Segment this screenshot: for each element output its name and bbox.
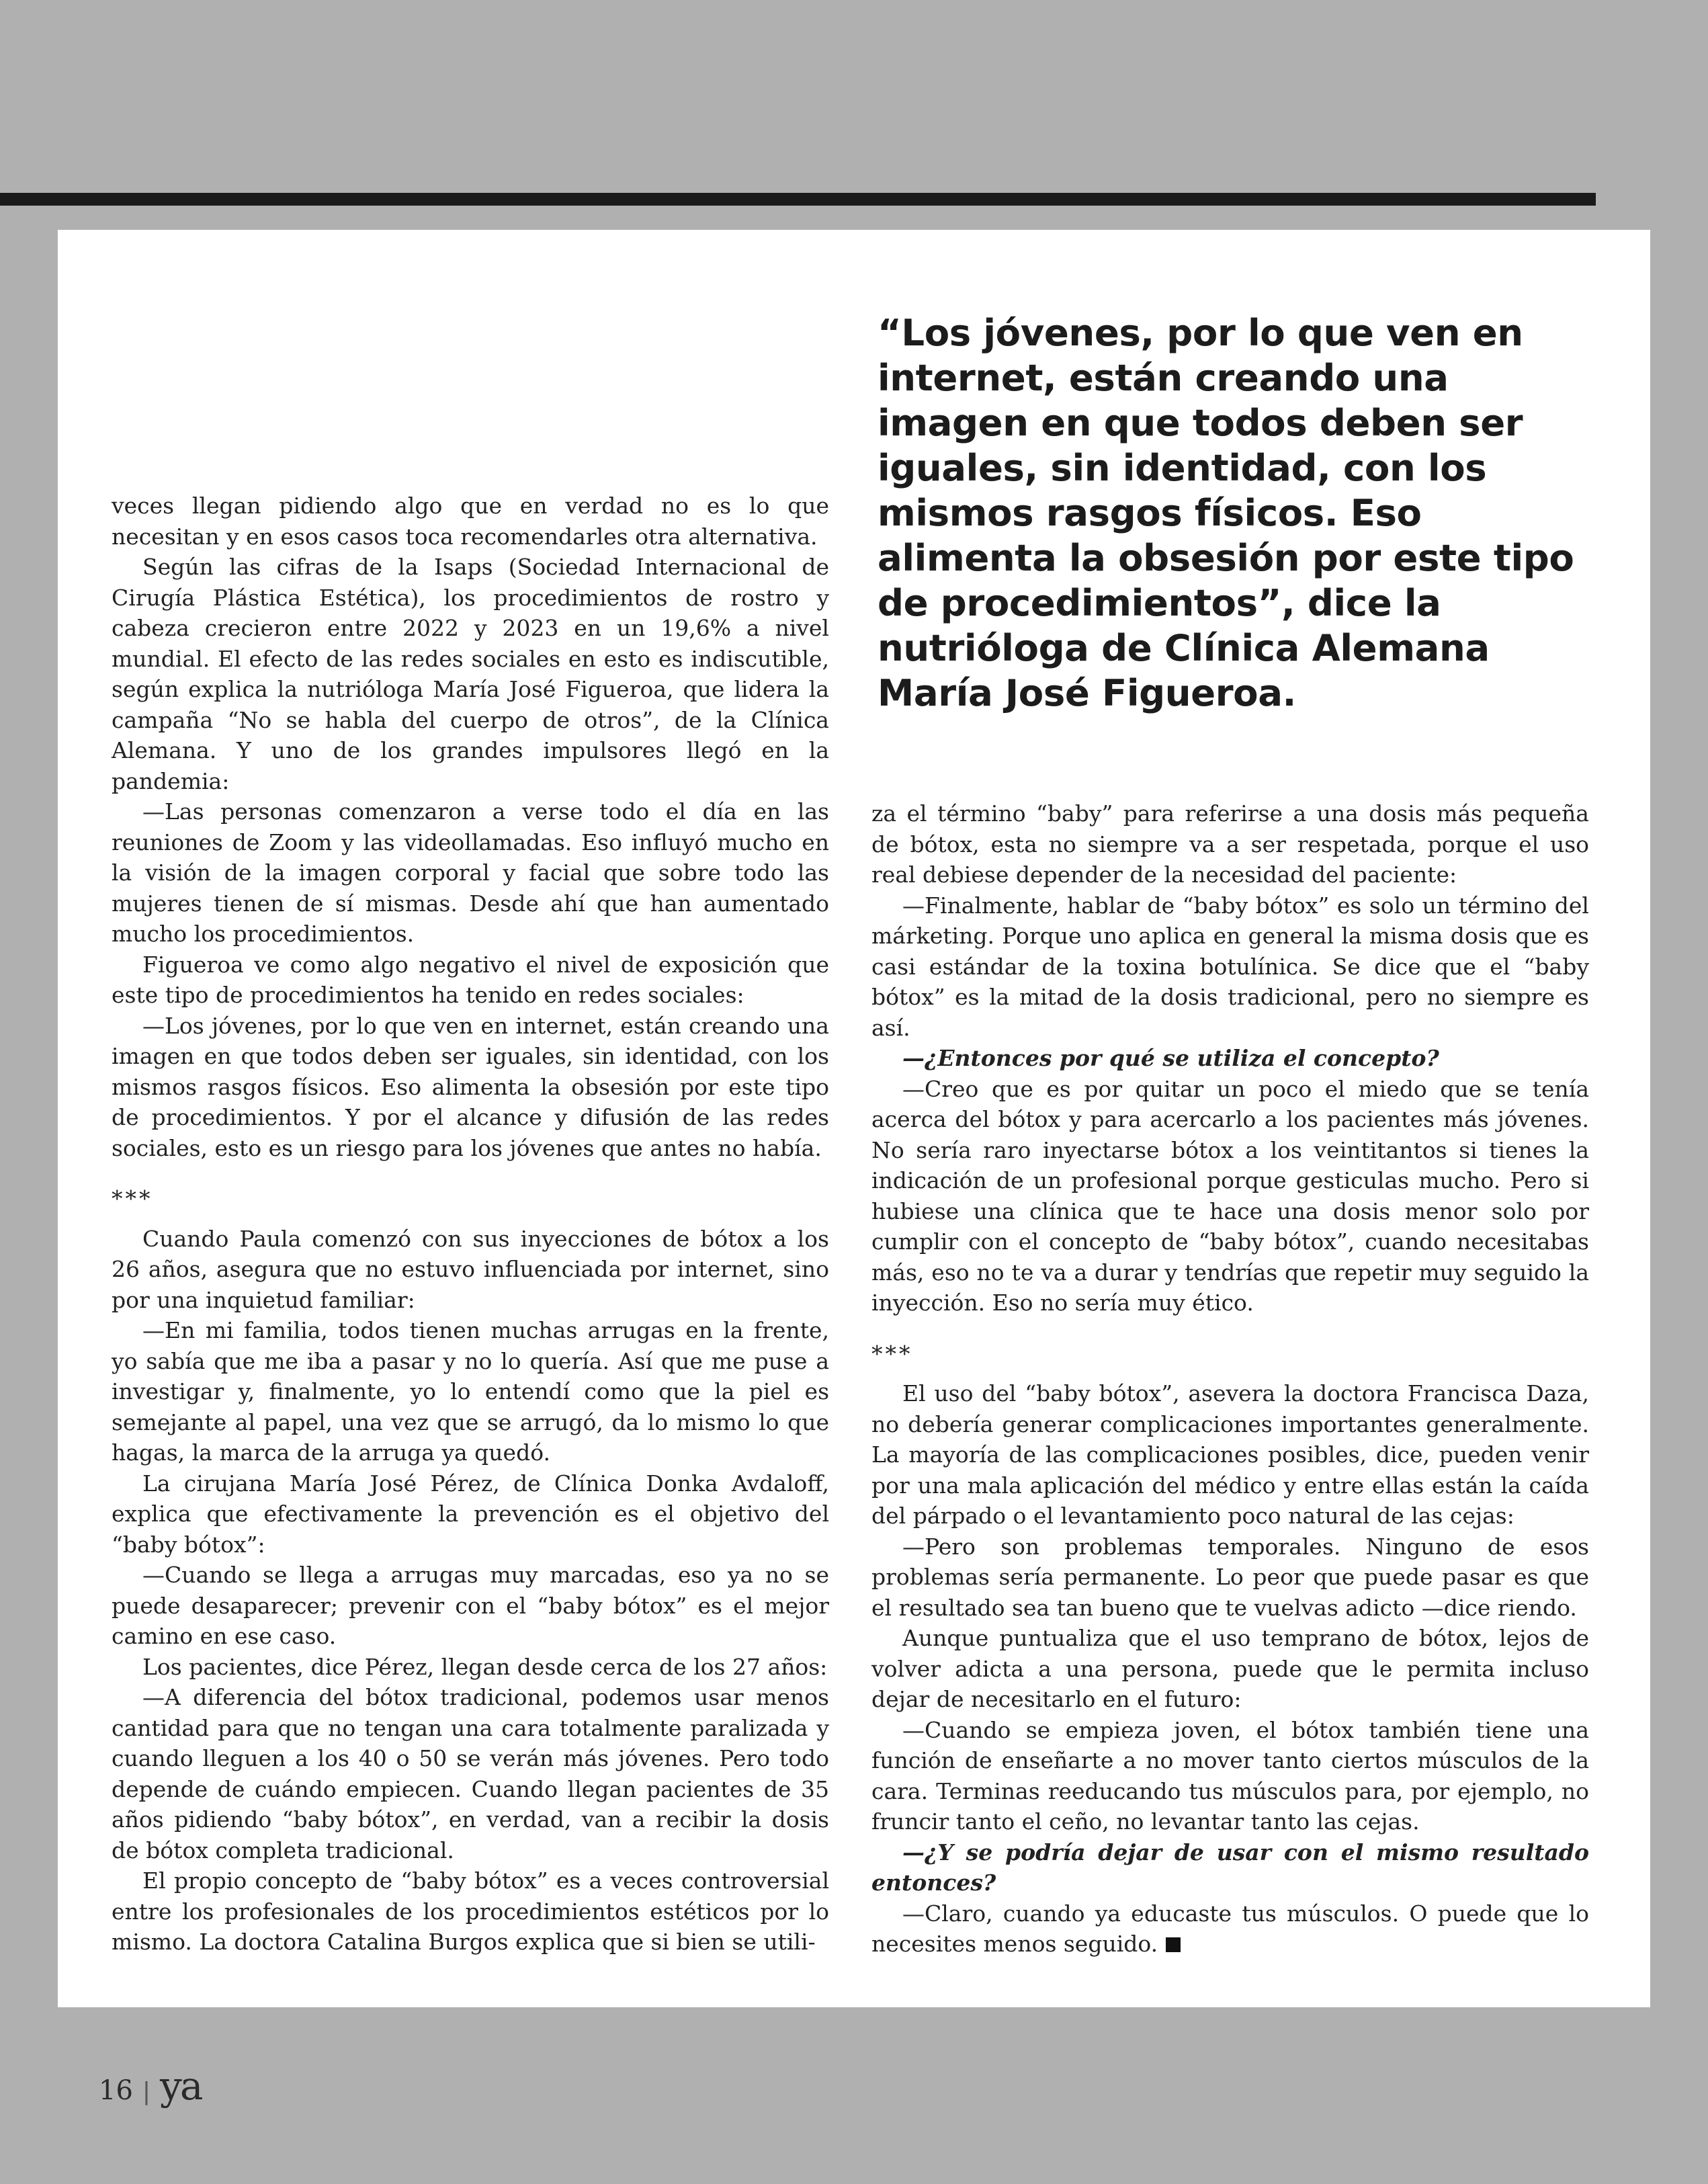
paragraph: El propio concepto de “baby bótox” es a veces controversial entre los profesionales de los procedimientos estéticos por lo mismo. La doctora Catalina Burgos explica que si bien se utili- bbox=[112, 1867, 829, 1955]
paragraph: —Pero son problemas temporales. Ninguno de esos problemas sería permanente. Lo peor que puede pasar es que el resultado sea tan bueno que te vuelvas adicto —dice riendo. bbox=[871, 1533, 1589, 1621]
paragraph: —Creo que es por quitar un poco el miedo que se tenía acerca del bótox y para acercarlo a los pacientes más jóvenes. No sería raro inyectarse bótox a los veintitantos si tienes la indicación de un profesional porque gesticulas mucho. Pero si hubiese una clínica que te hace una dosis menor solo por cumplir con el concepto de “baby bótox”, cuando necesitabas más, eso no te va a durar y tendrías que repetir muy seguido la inyección. Eso no sería muy ético. bbox=[871, 1075, 1589, 1316]
end-of-article-icon bbox=[1166, 1937, 1181, 1952]
paragraph: Los pacientes, dice Pérez, llegan desde cerca de los 27 años: bbox=[142, 1653, 828, 1680]
footer-separator: | bbox=[142, 2078, 151, 2105]
pull-quote: “Los jóvenes, por lo que ven en internet, están creando una imagen en que todos deben ser iguales, sin identidad, con los mismos rasgos físicos. Eso alimenta la obsesión por este tipo de procedimientos”, dice la nutrióloga de Clínica Alemana María José Figueroa. bbox=[878, 311, 1574, 714]
right-column bbox=[871, 798, 1589, 1960]
paragraph: —A diferencia del bótox tradicional, podemos usar menos cantidad para que no tengan una cara totalmente paralizada y cuando lleguen a los 40 o 50 se verán más jóvenes. Pero todo depende de cuándo empiecen. Cuando llegan pacientes de 35 años pidiendo “baby bótox”, en verdad, van a recibir la dosis de bótox completa tradicional. bbox=[112, 1684, 829, 1863]
interview-question: —¿Y se podría dejar de usar con el mismo resultado entonces? bbox=[871, 1839, 1589, 1896]
page-number: 16 bbox=[99, 2075, 133, 2106]
paragraph: Figueroa ve como algo negativo el nivel de exposición que este tipo de procedimientos ha tenido en redes sociales: bbox=[112, 951, 829, 1008]
paragraph: Aunque puntualiza que el uso temprano de bótox, lejos de volver adicta a una persona, puede que le permita incluso dejar de necesitarlo en el futuro: bbox=[871, 1625, 1589, 1712]
paragraph: —En mi familia, todos tienen muchas arrugas en la frente, yo sabía que me iba a pasar y no lo quería. Así que me puse a investigar y, finalmente, yo lo entendí como que la piel es semejante al papel, una vez que se arrugó, da lo mismo lo que hagas, la marca de la arruga ya quedó. bbox=[112, 1317, 829, 1466]
paragraph: El uso del “baby bótox”, asevera la doctora Francisca Daza, no debería generar complicaciones importantes generalmente. La mayoría de las complicaciones posibles, dice, pueden venir por una mala aplicación del médico y entre ellas están la caída del párpado o el levantamiento poco natural de las cejas: bbox=[871, 1380, 1589, 1529]
paragraph: Cuando Paula comenzó con sus inyecciones de bótox a los 26 años, asegura que no estuvo influenciada por internet, sino por una inquietud familiar: bbox=[112, 1225, 829, 1313]
paragraph-text: —Claro, cuando ya educaste tus músculos. O puede que lo necesites menos seguido. bbox=[871, 1900, 1589, 1957]
top-rule bbox=[0, 193, 1596, 206]
paragraph: Según las cifras de la Isaps (Sociedad Internacional de Cirugía Plástica Estética), los procedimientos de rostro y cabeza crecieron entre 2022 y 2023 en un 19,6% a nivel mundial. El efecto de las redes sociales en esto es indiscutible, según explica la nutrióloga María José Figueroa, que lidera la campaña “No se habla del cuerpo de otros”, de la Clínica Alemana. Y uno de los grandes impulsores llegó en la pandemia: bbox=[112, 554, 829, 794]
paragraph: —Las personas comenzaron a verse todo el día en las reuniones de Zoom y las videollamadas. Eso influyó mucho en la visión de la imagen corporal y facial que sobre todo las mujeres tienen de sí mismas. Desde ahí que han aumentado mucho los procedimientos. bbox=[112, 798, 829, 947]
magazine-logo: ya bbox=[160, 2063, 202, 2109]
paragraph: za el término “baby” para referirse a una dosis más pequeña de bótox, esta no siempre va a ser respetada, porque el uso real debiese depender de la necesidad del paciente: bbox=[871, 800, 1589, 888]
last-paragraph bbox=[871, 1898, 1589, 1960]
page-footer bbox=[99, 2063, 201, 2109]
paragraph: veces llegan pidiendo algo que en verdad no es lo que necesitan y en esos casos toca recomendarles otra alternativa. bbox=[112, 493, 829, 550]
paragraph: —Cuando se empieza joven, el bótox también tiene una función de enseñarte a no mover tanto ciertos músculos de la cara. Terminas reeducando tus músculos para, por ejemplo, no fruncir tanto el ceño, no levantar tanto las cejas. bbox=[871, 1716, 1589, 1835]
paragraph: La cirujana María José Pérez, de Clínica Donka Avdaloff, explica que efectivamente la prevención es el objetivo del “baby bótox”: bbox=[112, 1470, 829, 1558]
section-separator: *** bbox=[871, 1340, 913, 1367]
left-column bbox=[112, 491, 829, 1958]
paragraph: —Finalmente, hablar de “baby bótox” es solo un término del márketing. Porque uno aplica en general la misma dosis que es casi estándar de la toxina botulínica. Se dice que el “baby bótox” es la mitad de la dosis tradicional, pero no siempre es así. bbox=[871, 892, 1589, 1041]
interview-question: —¿Entonces por qué se utiliza el concepto? bbox=[902, 1045, 1439, 1071]
section-separator: *** bbox=[112, 1185, 153, 1212]
paragraph: —Cuando se llega a arrugas muy marcadas, eso ya no se puede desaparecer; prevenir con el “baby bótox” es el mejor camino en ese caso. bbox=[112, 1562, 829, 1649]
paragraph: —Los jóvenes, por lo que ven en internet, están creando una imagen en que todos deben ser iguales, sin identidad, con los mismos rasgos físicos. Eso alimenta la obsesión por este tipo de procedimientos. Y por el alcance y difusión de las redes sociales, esto es un riesgo para los jóvenes que antes no había. bbox=[112, 1012, 829, 1161]
